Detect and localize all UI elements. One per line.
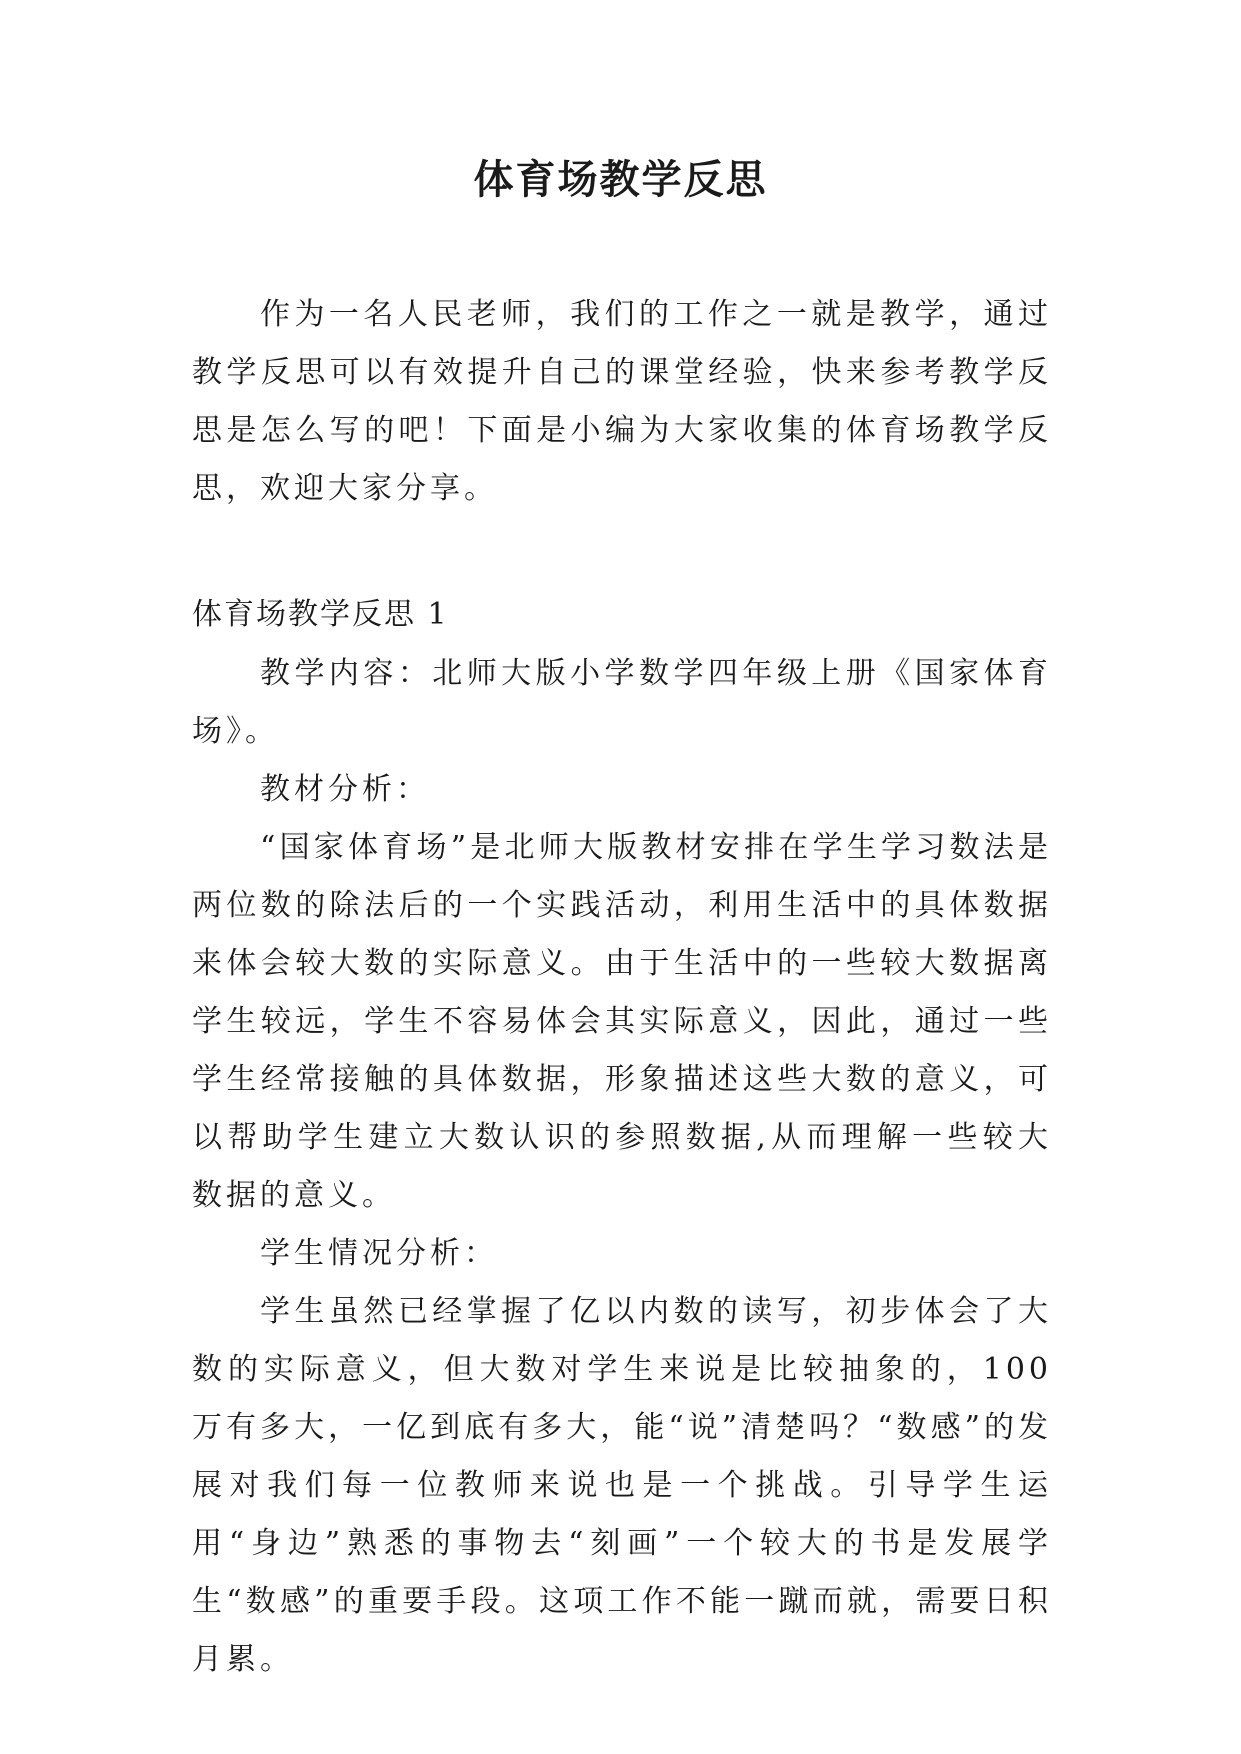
- intro-paragraph: 作为一名人民老师，我们的工作之一就是教学，通过教学反思可以有效提升自己的课堂经验，快来参考教学反思是怎么写的吧！下面是小编为大家收集的体育场教学反思，欢迎大家分享。: [192, 297, 1052, 506]
- paragraph-teaching-content: 教学内容：北师大版小学数学四年级上册《国家体育场》。: [192, 656, 1052, 749]
- paragraph-student-analysis-label: 学生情况分析：: [260, 1236, 498, 1271]
- section-heading: 体育场教学反思 1: [192, 597, 449, 632]
- paragraph-student-analysis: 学生虽然已经掌握了亿以内数的读写，初步体会了大数的实际意义，但大数对学生来说是比较抽象的，100 万有多大，一亿到底有多大，能“说”清楚吗？“数感”的发展对我们每一位教师来说也是一个挑战。引导学生运用“身边”熟悉的事物去“刻画”一个较大的书是发展学生“数感”的重要手段。这项工作不能一蹴而就，需要日积月累。: [192, 1294, 1052, 1677]
- section-1: [192, 585, 1052, 1689]
- page-title: 体育场教学反思: [473, 157, 768, 203]
- paragraph-material-analysis: “国家体育场”是北师大版教材安排在学生学习数法是两位数的除法后的一个实践活动，利用生活中的具体数据来体会较大数的实际意义。由于生活中的一些较大数据离学生较远，学生不容易体会其实际意义，因此，通过一些学生经常接触的具体数据，形象描述这些大数的意义，可以帮助学生建立大数认识的参照数据,从而理解一些较大数据的意义。: [192, 830, 1052, 1213]
- paragraph-material-analysis-label: 教材分析：: [260, 772, 430, 807]
